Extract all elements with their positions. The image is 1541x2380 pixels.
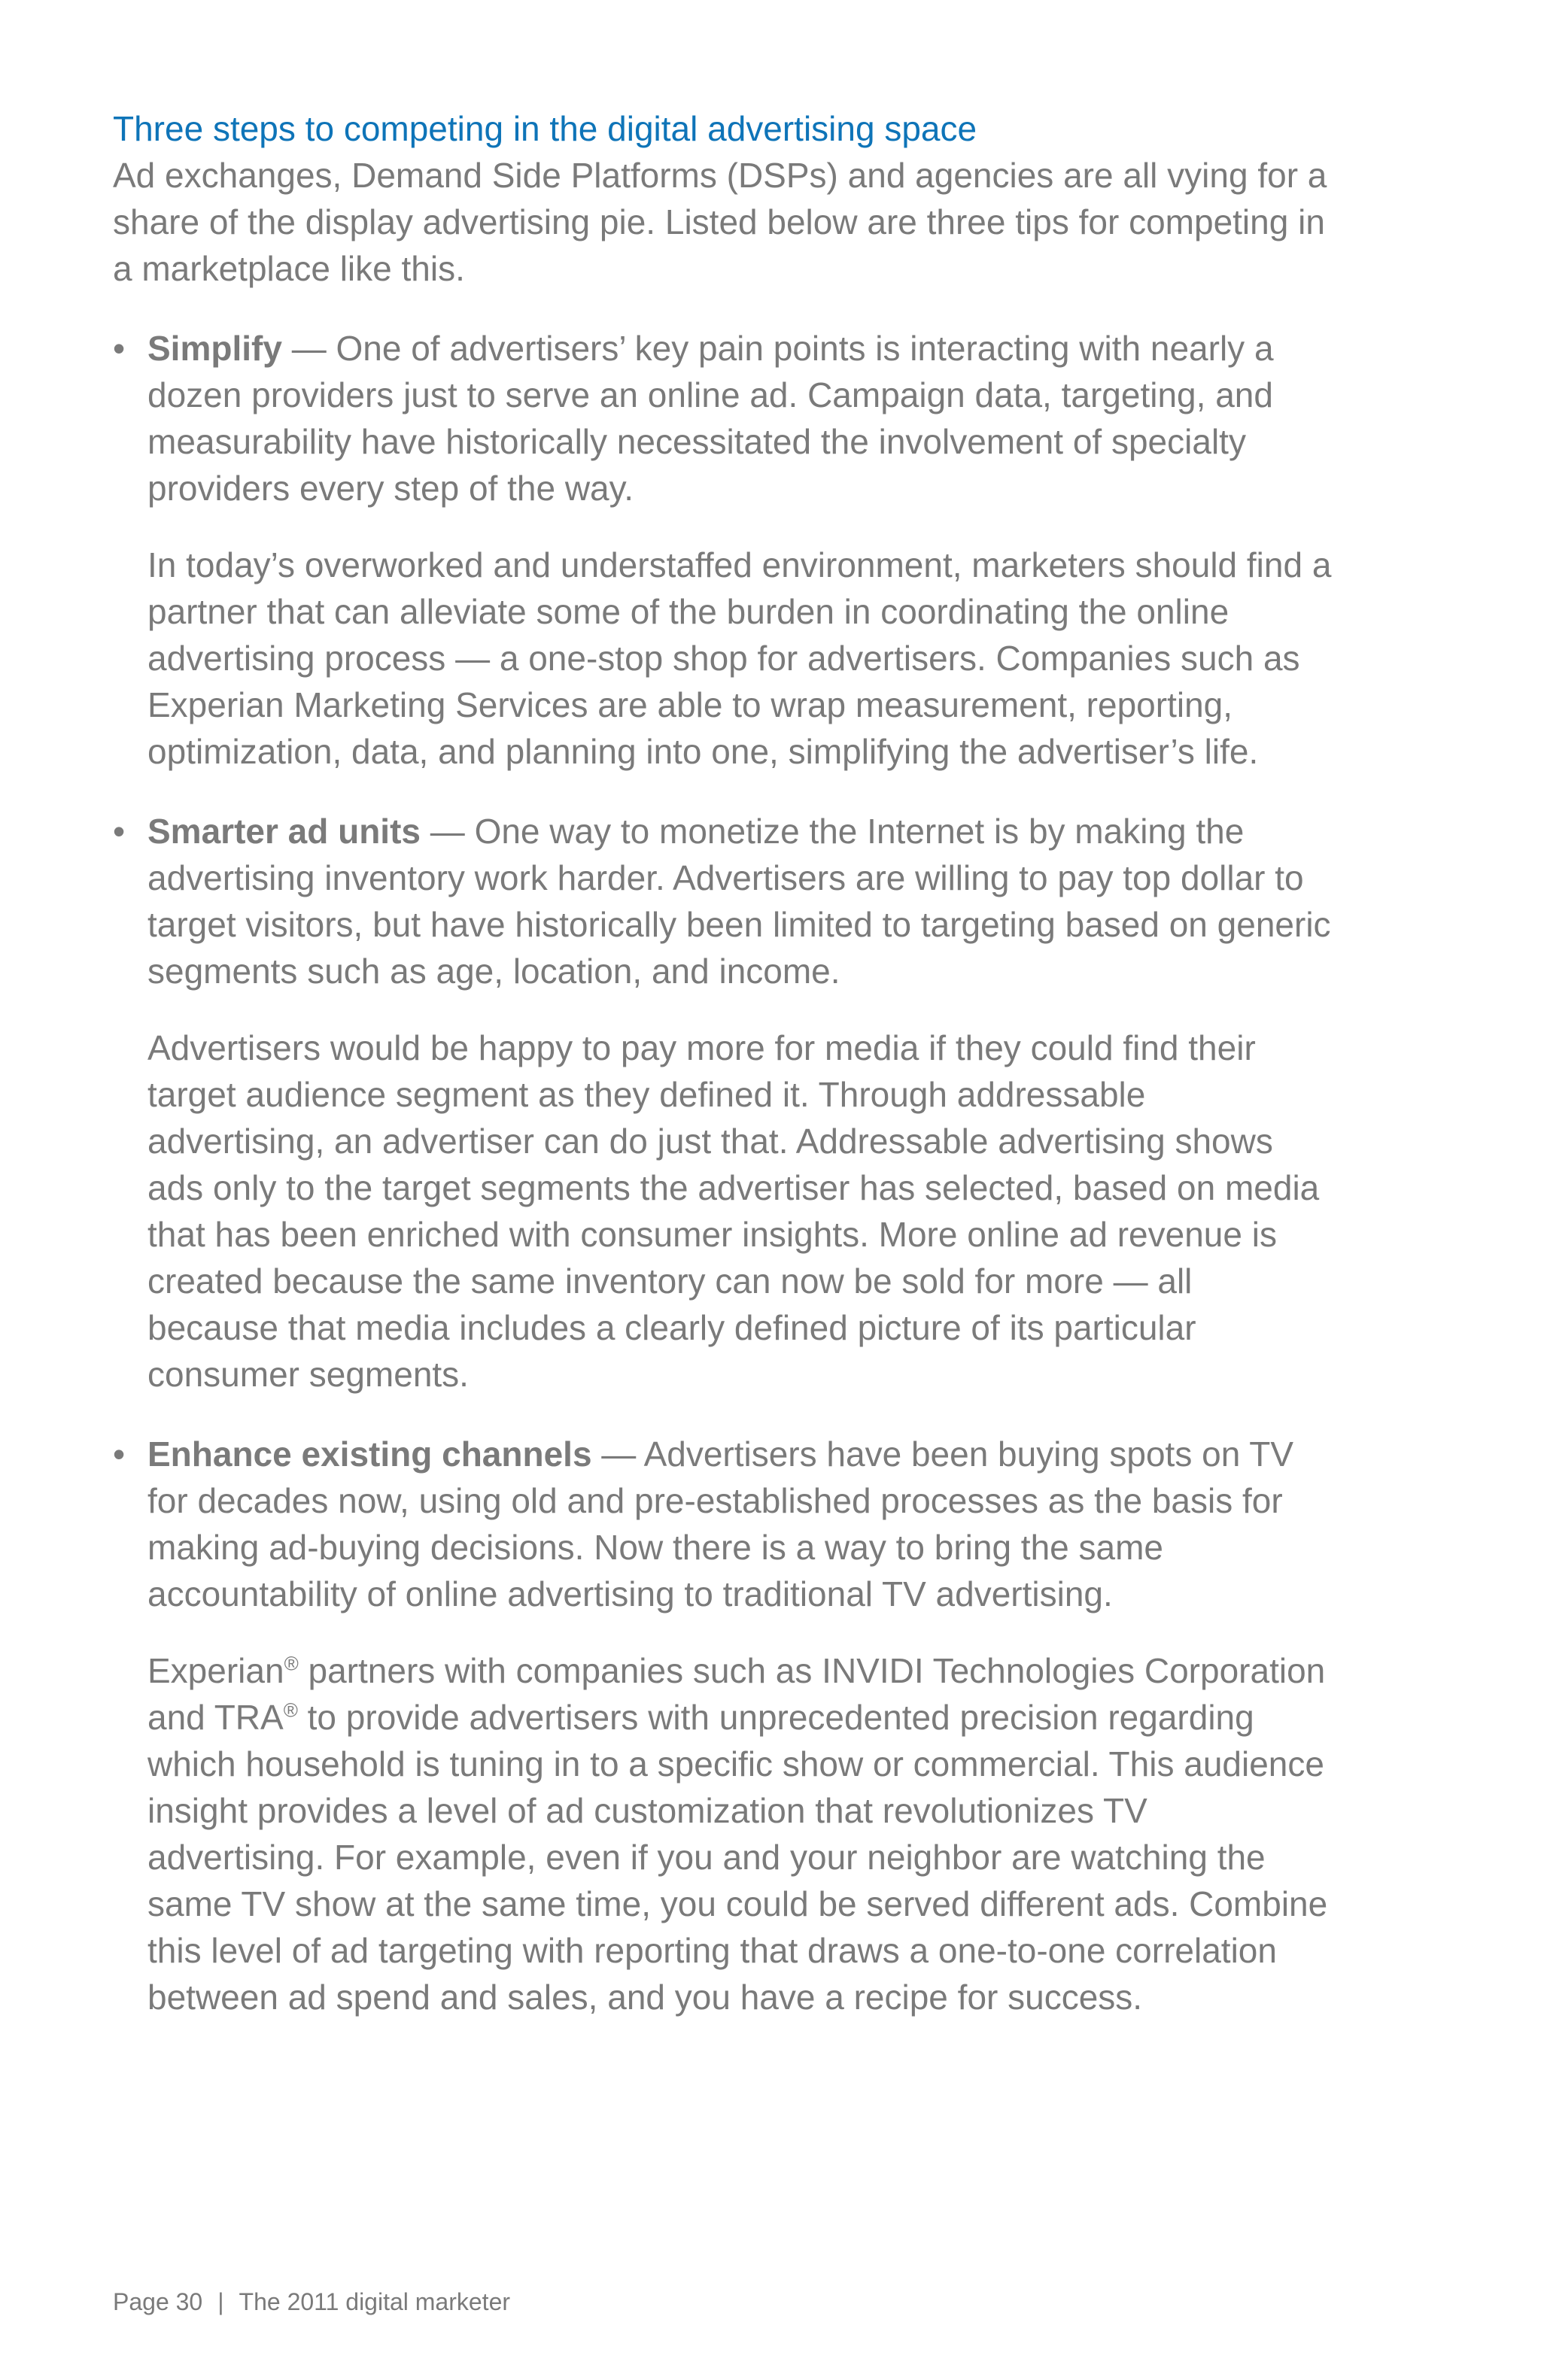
bullet-text: Advertisers have been buying spots on TV for decades now, using old and pre-established processes as the basis for making ad-buying decisions. Now there is a way to bring the same accountability of online advertising to traditional TV advertising. — [147, 1434, 1294, 1613]
bullet-dash: — — [281, 329, 336, 368]
footer-separator: | — [217, 2288, 224, 2315]
bullet-followup-paragraph: Advertisers would be happy to pay more for media if they could find their target audience segment as they defined it. Through addressable advertising, an advertiser can do just that. Addressable advertising shows ads only to the target segments the advertiser has selected, based on media that has been enriched with consumer insights. More online ad revenue is created because the same inventory can now be sold for more — all because that media includes a clearly defined picture of its particular consumer segments. — [147, 1028, 1320, 1394]
bullet-marker: • — [113, 329, 126, 368]
article — [113, 105, 1332, 2054]
bullet-followup-paragraph — [147, 1647, 1332, 2020]
bullet-dash: — — [591, 1434, 644, 1474]
bullet-paragraph — [147, 325, 1332, 512]
bullet-marker: • — [113, 1434, 126, 1474]
paragraph-fragment: partners with companies such as INVIDI Technologies Corporation and TRA — [147, 1651, 1326, 1737]
bullet-dash: — — [421, 812, 475, 851]
bullet-paragraph — [147, 808, 1332, 994]
bullet-lead: Smarter ad units — [147, 812, 421, 851]
page-number: Page 30 — [113, 2288, 203, 2315]
bullet-paragraph — [147, 1431, 1332, 1617]
page-footer — [113, 2287, 510, 2317]
bullet-enhance-existing-channels — [113, 1431, 1332, 2020]
registered-mark: ® — [283, 1698, 298, 1722]
bullet-lead: Simplify — [147, 329, 282, 368]
bullet-marker: • — [113, 812, 126, 851]
registered-mark: ® — [284, 1652, 299, 1675]
bullet-text: One of advertisers’ key pain points is interacting with nearly a dozen providers just to serve an online ad. Campaign data, targeting, and measurability have historically necessitated the involvement of specialty providers every step of the way. — [147, 329, 1274, 508]
bullet-text: One way to monetize the Internet is by making the advertising inventory work harder. Advertisers are willing to pay top dollar to target visitors, but have historically been limited to targeting based on generic segments such as age, location, and income. — [147, 812, 1331, 991]
bullet-simplify — [113, 325, 1332, 775]
bullet-followup-paragraph: In today’s overworked and understaffed environment, marketers should find a partner that can alleviate some of the burden in coordinating the online advertising process — a one-stop shop for advertisers. Companies such as Experian Marketing Services are able to wrap measurement, reporting, optimization, data, and planning into one, simplifying the advertiser’s life. — [147, 545, 1332, 771]
article-intro: Ad exchanges, Demand Side Platforms (DSPs) and agencies are all vying for a share of the display advertising pie. Listed below are three tips for competing in a marketplace like this. — [113, 156, 1327, 288]
paragraph-fragment: to provide advertisers with unprecedented precision regarding which household is tuning in to a specific show or commercial. This audience insight provides a level of ad customization that revolutionizes TV advertising. For example, even if you and your neighbor are watching the same TV show at the same time, you could be served different ads. Combine this level of ad targeting with reporting that draws a one-to-one correlation between ad spend and sales, and you have a recipe for success. — [147, 1698, 1328, 2017]
article-heading: Three steps to competing in the digital advertising space — [113, 109, 977, 148]
publication-title: The 2011 digital marketer — [239, 2288, 511, 2315]
bullet-smarter-ad-units — [113, 808, 1332, 1398]
bullet-lead: Enhance existing channels — [147, 1434, 592, 1474]
paragraph-fragment: Experian — [147, 1651, 284, 1690]
